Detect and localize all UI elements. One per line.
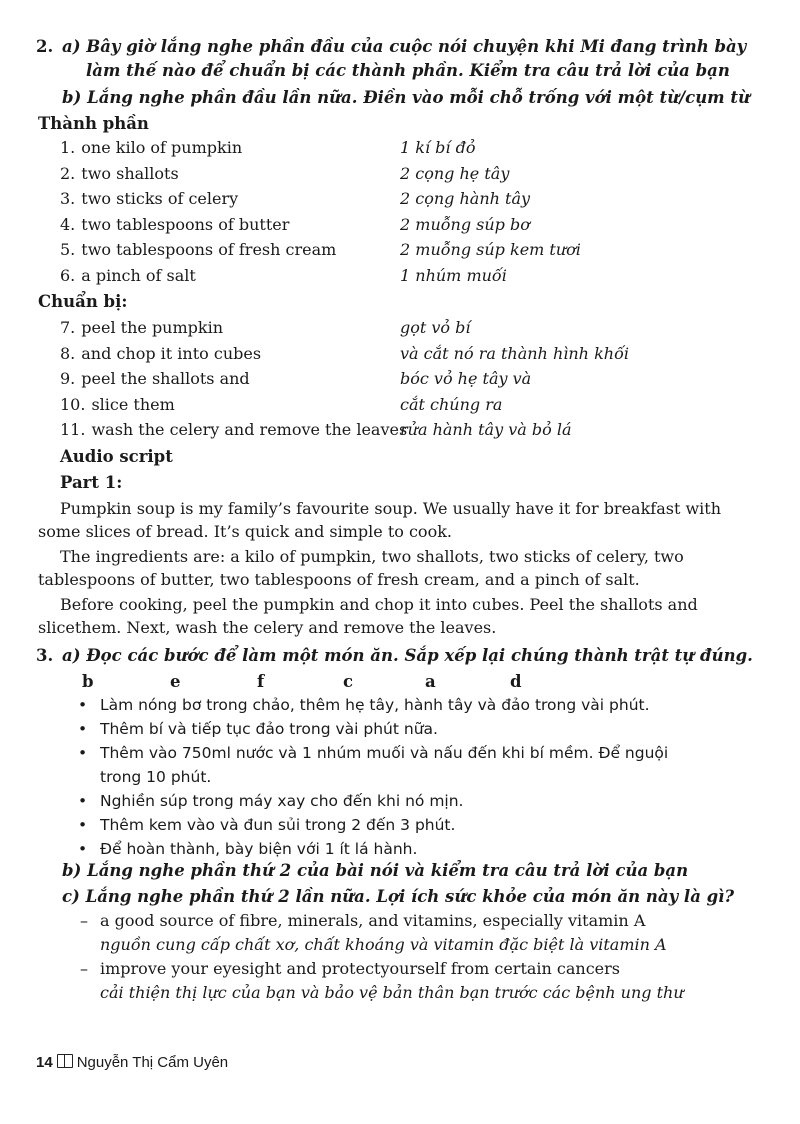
ingredient-row <box>0 163 800 185</box>
question-2b-line: b) Lắng nghe phần đầu lần nữa. Điền vào mỗi chỗ trống với một từ/cụm từ <box>62 88 751 107</box>
bullet-icon: • <box>78 744 88 762</box>
preparation-vietnamese: rửa hành tây và bỏ lá <box>400 420 572 440</box>
audio-script-line: tablespoons of butter, two tablespoons of fresh cream, and a pinch of salt. <box>38 570 640 589</box>
ingredient-vietnamese: 2 muỗng súp bơ <box>400 214 530 234</box>
ingredient-row <box>0 188 800 210</box>
dash-icon: – <box>80 959 88 978</box>
bullet-icon: • <box>78 792 88 810</box>
ingredient-vietnamese: 1 nhúm muối <box>400 266 507 285</box>
item-number: 2. <box>60 163 76 183</box>
page-footer <box>36 1054 228 1071</box>
ingredient-english-text: two tablespoons of butter <box>81 214 290 234</box>
audio-script-heading: Audio script <box>60 447 173 466</box>
ingredient-row <box>0 239 800 261</box>
audio-script-line: Before cooking, peel the pumpkin and chop it into cubes. Peel the shallots and <box>60 595 698 614</box>
ingredient-english <box>60 137 242 159</box>
ingredient-vietnamese: 2 cọng hẹ tây <box>400 163 510 183</box>
preparation-english <box>60 419 407 441</box>
preparation-heading: Chuẩn bị: <box>38 292 128 311</box>
preparation-vietnamese: và cắt nó ra thành hình khối <box>400 343 629 363</box>
answer-letter: f <box>257 672 265 691</box>
ingredient-english-text: one kilo of pumpkin <box>81 138 243 157</box>
ingredient-english <box>60 239 336 261</box>
item-number: 6. <box>60 266 76 285</box>
answer-letter: a <box>425 672 436 691</box>
item-number: 8. <box>60 343 76 363</box>
preparation-english-text: and chop it into cubes <box>81 343 262 363</box>
item-number: 10. <box>60 394 86 414</box>
ingredient-english <box>60 188 238 210</box>
ingredient-english <box>60 265 196 287</box>
item-number: 1. <box>60 138 76 157</box>
preparation-vietnamese: cắt chúng ra <box>400 394 503 414</box>
question-2a-line-2: làm thế nào để chuẩn bị các thành phần. Kiểm tra câu trả lời của bạn <box>86 61 730 80</box>
ingredient-english-text: two tablespoons of fresh cream <box>81 240 337 260</box>
bullet-icon: • <box>78 840 88 858</box>
answer-letter: e <box>170 672 181 691</box>
recipe-step-text: Nghiền súp trong máy xay cho đến khi nó mịn. <box>100 792 464 810</box>
item-number: 11. <box>60 420 86 440</box>
page-number: 14 <box>36 1054 53 1071</box>
question-3-number: 3. <box>36 646 54 665</box>
recipe-step-text: Thêm kem vào và đun sủi trong 2 đến 3 phút. <box>100 816 456 834</box>
preparation-row <box>0 368 800 390</box>
ingredient-row <box>0 214 800 236</box>
preparation-row <box>0 419 800 441</box>
item-number: 9. <box>60 369 76 389</box>
ingredient-vietnamese: 2 muỗng súp kem tươi <box>400 240 581 260</box>
item-number: 7. <box>60 318 76 337</box>
part-1-heading: Part 1: <box>60 473 123 492</box>
ingredients-heading: Thành phần <box>38 114 149 133</box>
audio-script-line: slicethem. Next, wash the celery and remove the leaves. <box>38 618 497 637</box>
author-name: Nguyễn Thị Cẩm Uyên <box>76 1054 229 1071</box>
question-3b-line: b) Lắng nghe phần thứ 2 của bài nói và kiểm tra câu trả lời của bạn <box>62 861 689 880</box>
bullet-icon: • <box>78 720 88 738</box>
question-2-number: 2. <box>36 37 54 56</box>
preparation-row <box>0 343 800 365</box>
ingredient-vietnamese: 1 kí bí đỏ <box>400 138 476 157</box>
bullet-icon: • <box>78 816 88 834</box>
preparation-english <box>60 343 261 365</box>
preparation-english-text: peel the pumpkin <box>81 318 224 337</box>
book-icon <box>57 1054 73 1068</box>
audio-script-line: some slices of bread. It’s quick and simple to cook. <box>38 522 452 541</box>
ingredient-english <box>60 163 179 185</box>
preparation-row <box>0 317 800 339</box>
preparation-english-text: peel the shallots and <box>81 369 250 389</box>
benefit-vietnamese-text: cải thiện thị lực của bạn và bảo vệ bản thân bạn trước các bệnh ung thư <box>100 983 684 1002</box>
question-3c-line: c) Lắng nghe phần thứ 2 lần nữa. Lợi ích sức khỏe của món ăn này là gì? <box>62 887 735 906</box>
ingredient-english-text: two shallots <box>81 163 179 183</box>
recipe-step-text: Thêm vào 750ml nước và 1 nhúm muối và nấu đến khi bí mềm. Để nguội <box>100 744 669 762</box>
preparation-english <box>60 368 250 390</box>
recipe-step-text: Làm nóng bơ trong chảo, thêm hẹ tây, hành tây và đảo trong vài phút. <box>100 696 650 714</box>
ingredient-vietnamese: 2 cọng hành tây <box>400 189 531 209</box>
preparation-vietnamese: bóc vỏ hẹ tây và <box>400 369 532 389</box>
question-3a-line: a) Đọc các bước để làm một món ăn. Sắp xếp lại chúng thành trật tự đúng. <box>62 646 753 665</box>
preparation-vietnamese: gọt vỏ bí <box>400 318 471 337</box>
answer-letter: c <box>343 672 354 691</box>
ingredient-row <box>0 265 800 287</box>
preparation-english-text: wash the celery and remove the leaves <box>91 420 408 440</box>
benefit-english-text: a good source of fibre, minerals, and vitamins, especially vitamin A <box>100 911 646 930</box>
benefit-english-text: improve your eyesight and protectyourself from certain cancers <box>100 959 621 978</box>
preparation-english <box>60 317 223 339</box>
audio-script-line: The ingredients are: a kilo of pumpkin, two shallots, two sticks of celery, two <box>60 547 684 566</box>
ingredient-english <box>60 214 289 236</box>
recipe-step-text: Để hoàn thành, bày biện với 1 ít lá hành. <box>100 840 418 858</box>
dash-icon: – <box>80 911 88 930</box>
bullet-icon: • <box>78 696 88 714</box>
ingredient-english-text: two sticks of celery <box>81 189 239 209</box>
preparation-english <box>60 394 175 416</box>
item-number: 3. <box>60 189 76 209</box>
benefit-vietnamese-text: nguồn cung cấp chất xơ, chất khoáng và vitamin đặc biệt là vitamin A <box>100 935 667 954</box>
question-2a-line-1: a) Bây giờ lắng nghe phần đầu của cuộc nói chuyện khi Mi đang trình bày <box>62 37 747 56</box>
item-number: 4. <box>60 214 76 234</box>
preparation-english-text: slice them <box>91 394 175 414</box>
audio-script-line: Pumpkin soup is my family’s favourite soup. We usually have it for breakfast with <box>60 499 722 518</box>
recipe-step-text: Thêm bí và tiếp tục đảo trong vài phút nữa. <box>100 720 438 738</box>
item-number: 5. <box>60 240 76 260</box>
answer-letter: b <box>82 672 94 691</box>
ingredient-english-text: a pinch of salt <box>81 266 196 285</box>
ingredient-row <box>0 137 800 159</box>
recipe-step-text: trong 10 phút. <box>100 768 212 786</box>
preparation-row <box>0 394 800 416</box>
answer-letter: d <box>510 672 522 691</box>
